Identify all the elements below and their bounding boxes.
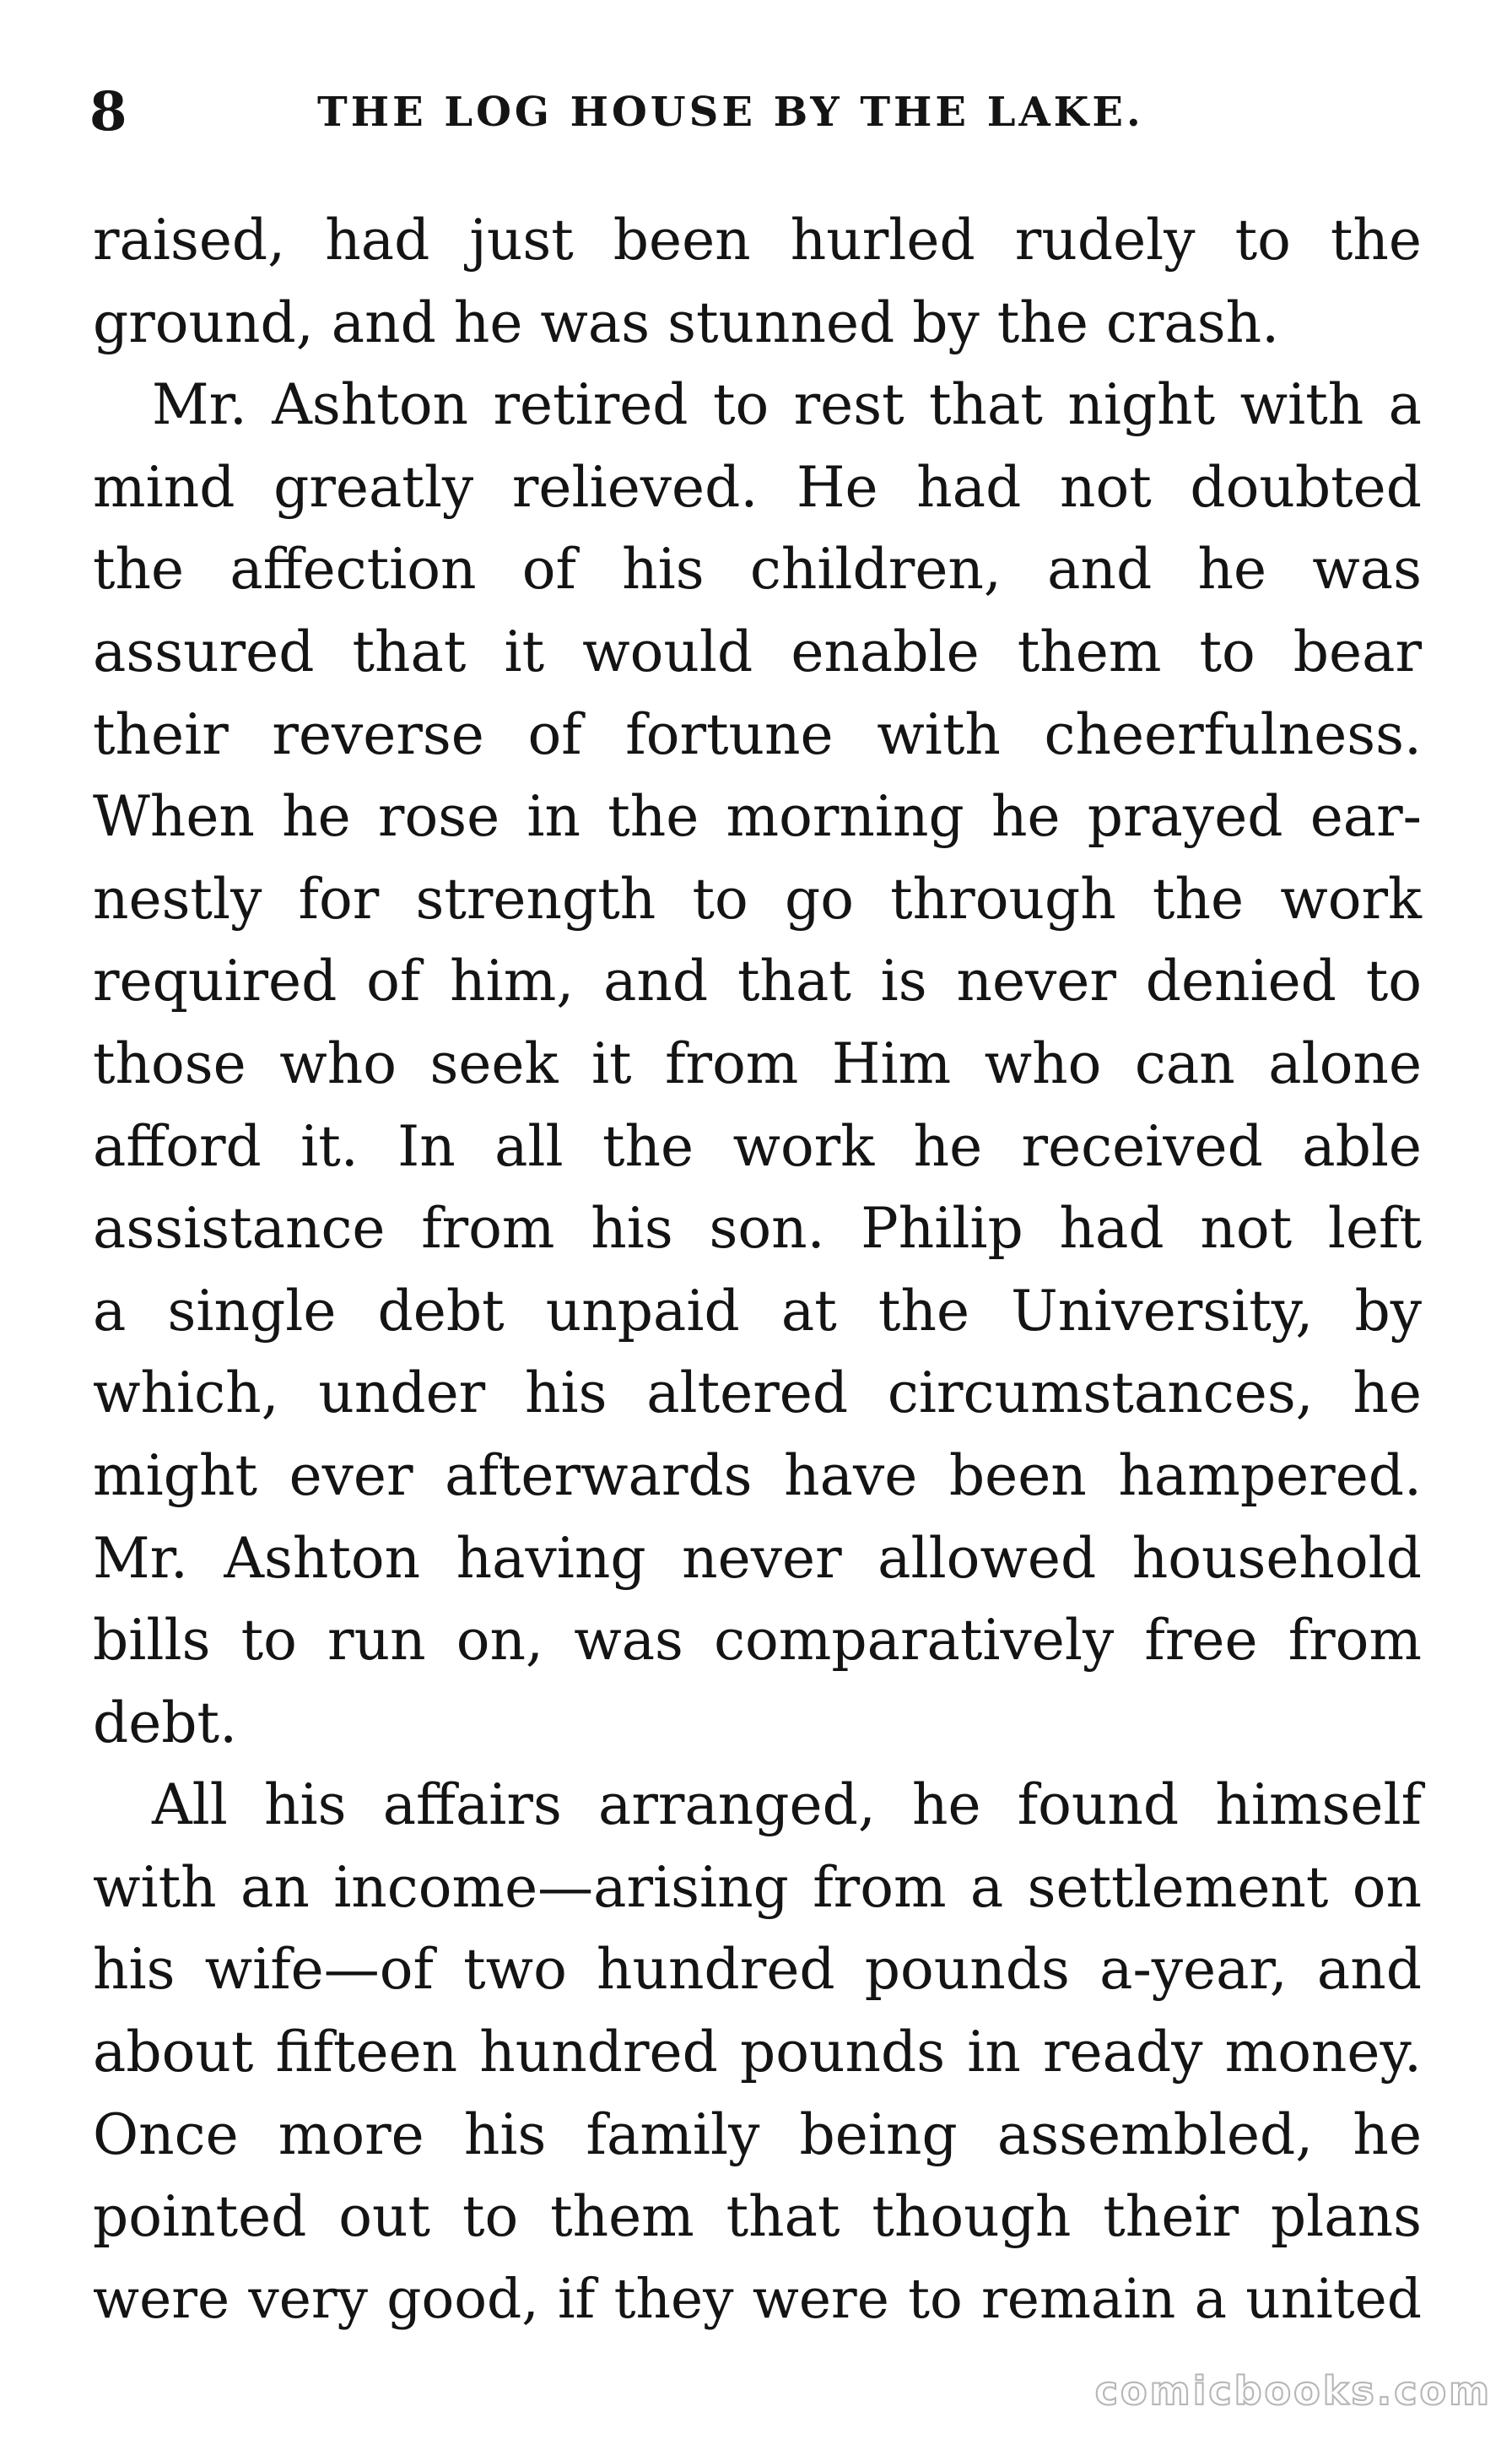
- text-line: with an income—arising from a settlement on: [93, 1854, 1422, 1920]
- running-head: [89, 74, 1423, 150]
- body-text: [93, 199, 1422, 2340]
- text-line: raised, had just been hurled rudely to the: [93, 208, 1422, 273]
- text-line: about fifteen hundred pounds in ready money.: [93, 2020, 1422, 2085]
- text-line: the affection of his children, and he was: [93, 537, 1422, 603]
- running-title: THE LOG HOUSE BY THE LAKE.: [317, 89, 1144, 136]
- text-line: bills to run on, was comparatively free from: [93, 1608, 1422, 1674]
- text-line: a single debt unpaid at the University, by: [93, 1278, 1422, 1344]
- paragraph-first-line: Mr. Ashton retired to rest that night with a: [152, 372, 1422, 438]
- paragraph-first-line: All his affairs arranged, he found himself: [152, 1772, 1422, 1838]
- text-line: afford it. In all the work he received able: [93, 1113, 1422, 1179]
- page-number: 8: [89, 80, 127, 143]
- text-line: Once more his family being assembled, he: [93, 2101, 1422, 2167]
- text-line: their reverse of fortune with cheerfulness.: [93, 701, 1422, 767]
- text-line: those who seek it from Him who can alone: [93, 1030, 1422, 1096]
- text-line: which, under his altered circumstances, he: [93, 1360, 1422, 1426]
- text-line: debt.: [93, 1690, 238, 1755]
- text-line: When he rose in the morning he prayed ear-: [93, 784, 1422, 850]
- text-line: required of him, and that is never denied to: [93, 949, 1422, 1014]
- text-line: Mr. Ashton having never allowed household: [93, 1525, 1422, 1591]
- text-line: his wife—of two hundred pounds a-year, and: [93, 1937, 1422, 2003]
- text-line: mind greatly relieved. He had not doubted: [93, 454, 1422, 520]
- text-line: were very good, if they were to remain a united: [93, 2267, 1422, 2331]
- watermark: comicbooks.com: [1094, 2368, 1492, 2414]
- text-line: might ever afterwards have been hampered.: [93, 1442, 1422, 1508]
- text-line: ground, and he was stunned by the crash.: [93, 289, 1280, 355]
- text-line: assured that it would enable them to bear: [93, 619, 1422, 684]
- text-line: assistance from his son. Philip had not left: [93, 1196, 1422, 1262]
- text-line: pointed out to them that though their plans: [93, 2184, 1422, 2250]
- text-line: nestly for strength to go through the work: [93, 866, 1422, 932]
